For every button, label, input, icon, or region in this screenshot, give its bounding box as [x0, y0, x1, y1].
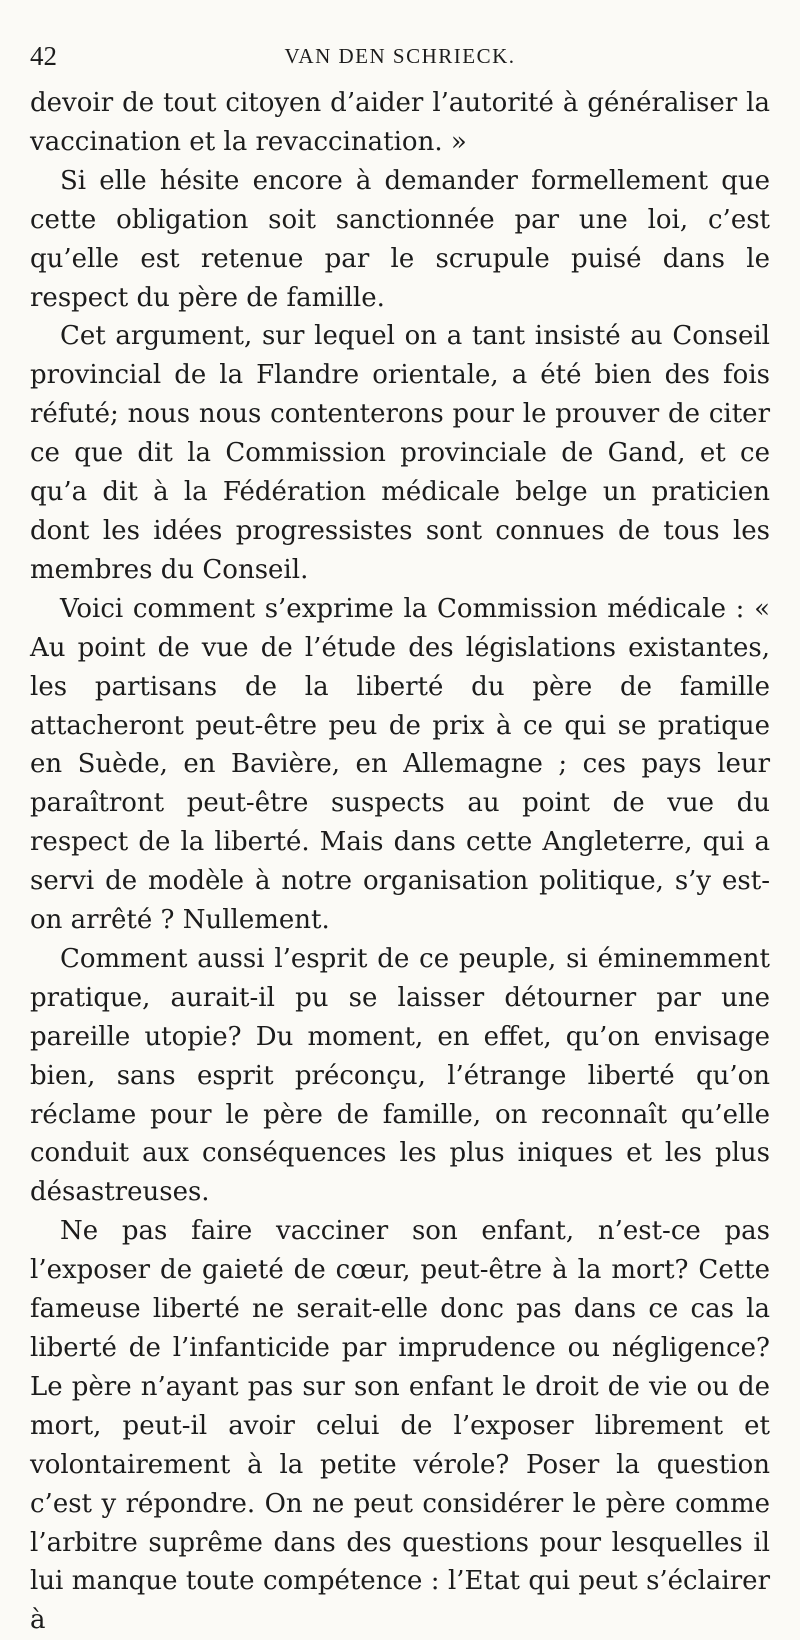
- paragraph: Ne pas faire vacciner son enfant, n’est-ce pas l’exposer de gaieté de cœur, peut-être à la mort? Cette fameuse liberté ne serait-elle donc pas dans ce cas la liberté de l’infanticide par imprudence ou négligence? Le père n’ayant pas sur son enfant le droit de vie ou de mort, peut-il avoir celui de l’exposer librement et volontairement à la petite vérole? Poser la question c’est y répondre. On ne peut considérer le père comme l’arbitre suprême dans des questions pour lesquelles il lui manque toute compétence : l’Etat qui peut s’éclairer à: [30, 1216, 770, 1636]
- book-page: [30, 36, 770, 1636]
- running-title: VAN DEN SCHRIECK.: [284, 44, 516, 68]
- paragraph: Voici comment s’exprime la Commission médicale : « Au point de vue de l’étude des législations existantes, les partisans de la liberté du père de famille attacheront peut-être peu de prix à ce qui se pratique en Suède, en Bavière, en Allemagne ; ces pays leur paraîtront peut-être suspects au point de vue du respect de la liberté. Mais dans cette Angleterre, qui a servi de modèle à notre organisation politique, s’y est-on arrêté ? Nullement.: [30, 593, 770, 936]
- running-header: [30, 36, 770, 76]
- page-number: 42: [30, 41, 57, 71]
- paragraph: Cet argument, sur lequel on a tant insisté au Conseil provincial de la Flandre orientale, a été bien des fois réfuté; nous nous contenterons pour le prouver de citer ce que dit la Commission provinciale de Gand, et ce qu’a dit à la Fédération médicale belge un praticien dont les idées progressistes sont connues de tous les membres du Conseil.: [30, 321, 770, 585]
- paragraph-continuation: devoir de tout citoyen d’aider l’autorité à généraliser la vaccination et la revaccination. »: [30, 88, 770, 157]
- paragraph: Si elle hésite encore à demander formellement que cette obligation soit sanctionnée par une loi, c’est qu’elle est retenue par le scrupule puisé dans le respect du père de famille.: [30, 165, 770, 313]
- paragraph: Comment aussi l’esprit de ce peuple, si éminemment pratique, aurait-il pu se laisser détourner par une pareille utopie? Du moment, en effet, qu’on envisage bien, sans esprit préconçu, l’étrange liberté qu’on réclame pour le père de famille, on reconnaît qu’elle conduit aux conséquences les plus iniques et les plus désastreuses.: [30, 943, 770, 1208]
- body-text: [30, 84, 770, 1640]
